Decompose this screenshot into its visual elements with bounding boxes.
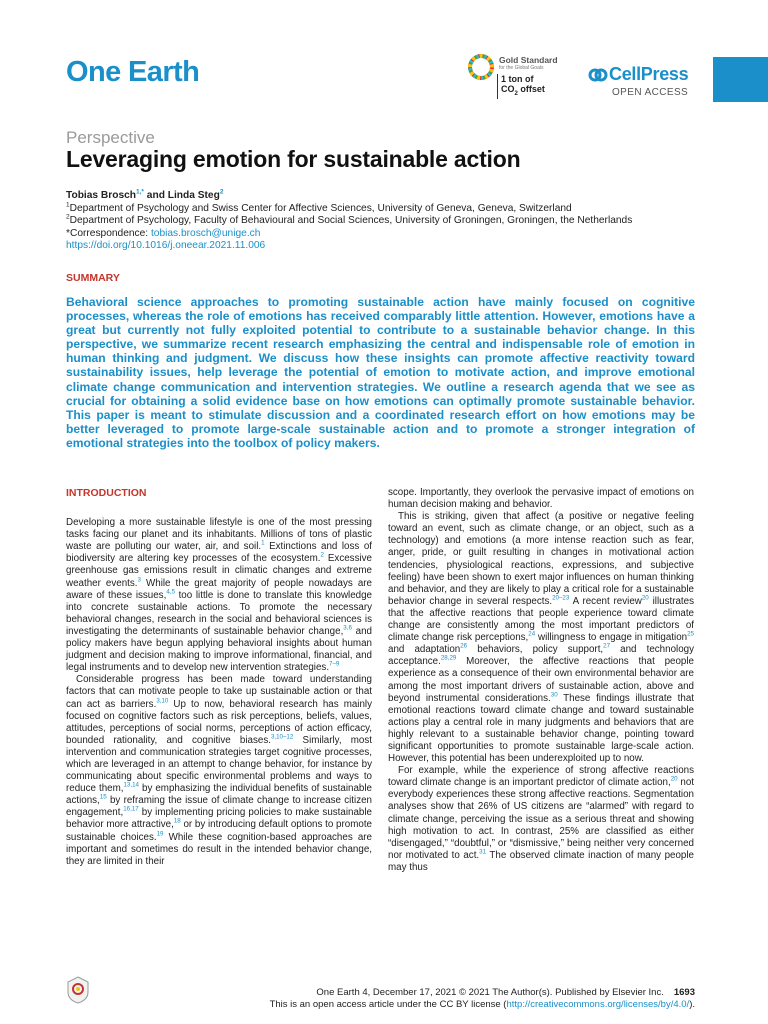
journal-title: One Earth <box>66 56 200 88</box>
introduction-heading: INTRODUCTION <box>66 487 147 499</box>
author-block <box>66 190 632 253</box>
cellpress-logo <box>588 64 708 104</box>
citation-ref[interactable]: 31 <box>479 848 487 856</box>
author-conjunction: and <box>143 190 168 201</box>
citation-ref[interactable]: 18 <box>173 818 181 826</box>
gold-standard-name: Gold Standard <box>499 55 558 65</box>
paragraph-text: For example, while the experience of strong affective reactions toward climate change is an important predictor of climate action, <box>388 765 694 789</box>
gold-standard-tagline: for the Global Goals <box>499 65 544 71</box>
offset-co: CO <box>501 84 515 94</box>
summary-heading: SUMMARY <box>66 272 120 284</box>
paragraph-text: Moreover, the affective reactions that people experience as a consequence of their own environmental behavior are among the most important drivers of sustainable action, above and beyond instrumental considerations. <box>388 656 694 704</box>
citation-ref[interactable]: 2 <box>320 552 324 560</box>
paragraph-text: scope. Importantly, they overlook the pervasive impact of emotions on human decision making and behavior. <box>388 487 694 511</box>
footer-line-1 <box>270 987 695 999</box>
cellpress-chain-icon <box>588 66 608 84</box>
paragraph-text: behaviors, policy support, <box>467 644 604 656</box>
right-column <box>388 487 694 874</box>
citation-ref[interactable]: 20 <box>641 594 649 602</box>
paragraph-text: too little is done to translate this knowledge into concrete sustainable actions. To promote the necessary behavioral changes, research in the social and behavioral sciences is investigating the determinants of sustainable behavior change, <box>66 589 372 637</box>
citation-ref[interactable]: 30 <box>550 691 558 699</box>
affiliation-2 <box>66 215 632 228</box>
offset-subscript: 2 <box>514 90 518 97</box>
doi-link[interactable]: https://doi.org/10.1016/j.oneear.2021.11.006 <box>66 240 266 251</box>
citation-ref[interactable]: 16,17 <box>123 806 139 814</box>
author-line <box>66 190 632 203</box>
citation-ref[interactable]: 15 <box>99 793 107 801</box>
paragraph-text: Similarly, most intervention and communication strategies target cognitive processes, which are leveraged in an attempt to change behavior, for instance by communicating about specific environmental problems and ways to reduce them, <box>66 734 372 795</box>
paragraph <box>388 765 694 874</box>
footer-line-2 <box>270 999 695 1011</box>
paragraph <box>66 674 372 868</box>
paragraph-text: willingness to engage in mitigation <box>535 632 688 644</box>
citation-ref[interactable]: 24 <box>528 630 536 638</box>
citation-ref[interactable]: 3,6 <box>343 624 352 632</box>
affiliation-1 <box>66 203 632 216</box>
paragraph-text: Extinctions and loss of biodiversity are altering key processes of the ecosystem. <box>66 541 372 565</box>
article-title: Leveraging emotion for sustainable action <box>66 146 521 172</box>
citation-ref[interactable]: 19 <box>156 830 164 838</box>
article-type: Perspective <box>66 128 155 147</box>
license-text-end: ). <box>689 998 695 1010</box>
paragraph-text: illustrates that the affective reactions that people experience toward climate change are consistently among the most important predictors of climate change risk perceptions, <box>388 595 694 644</box>
citation-ref[interactable]: 13,14 <box>123 781 139 789</box>
paragraph-text: This is striking, given that affect (a positive or negative feeling toward an event, such as climate change, or an object, such as a technology) and emotions (a more intense reaction such as fear, anger, pride, or guilt resulting in changes in motivational action tendencies, physiological reactions, expressions, and subjective feeling) have been shown to exert major influences on human thinking and behavior, and they are likely to play a critical role for a sustainable behavior change in several respects. <box>388 511 694 607</box>
citation-ref[interactable]: 1 <box>261 540 265 548</box>
correspondence-label: *Correspondence: <box>66 227 151 239</box>
author-affiliation-mark: 2 <box>219 188 224 196</box>
citation-ref[interactable]: 26 <box>460 642 468 650</box>
affiliation-mark: 1 <box>66 201 70 209</box>
citation-ref[interactable]: 4,5 <box>166 588 175 596</box>
publisher-name: CellPress <box>609 64 689 84</box>
paragraph-text: by emphasizing the individual benefits of sustainable actions, <box>66 783 372 807</box>
citation-ref[interactable]: 7–9 <box>329 660 340 668</box>
paragraph-text: While the great majority of people nowadays are aware of these issues, <box>66 577 372 601</box>
author-name: Linda Steg <box>167 190 220 201</box>
correspondence <box>66 228 632 241</box>
paragraph <box>388 511 694 765</box>
license-text: This is an open access article under the CC BY license ( <box>269 998 507 1010</box>
author-name: Tobias Brosch <box>66 190 137 201</box>
paragraph-text: and technology acceptance. <box>388 644 695 668</box>
paragraph-text: or by introducing default options to promote sustainable choices. <box>66 819 372 843</box>
paragraph-text: not everybody experiences these strong affective reactions. Segmentation analyses show that 26% of US citizens are “alarmed” with regard to climate change, perceiving the issue as a serious threat and showing high motivation to act. In contrast, 25% are classified as either “disengaged,” “doubtful,” or “dismissive,” being neither very concerned nor motivated to act. <box>388 777 694 861</box>
affiliation-text: Department of Psychology and Swiss Center for Affective Sciences, University of Geneva, Geneva, Switzerland <box>69 202 572 214</box>
paragraph-text: These findings illustrate that emotional reactions toward climate change and toward sustainable actions play a central role in many judgments and behaviors that are highly relevant to a sustainable behavior change, pointing toward significant opportunities to promote sustainable large-scale action. However, this potential has been underexploited up to now. <box>388 692 695 765</box>
offset-line1: 1 ton of <box>501 74 534 84</box>
paragraph-text: and adaptation <box>388 644 461 656</box>
citation-ref[interactable]: 20 <box>670 775 678 783</box>
paragraph-text: Up to now, behavioral research has mainly focused on cognitive factors such as risk perceptions, beliefs, values, attitudes, perceptions of social norms, perceptions of action efficacy, bounded rationality, and cognitive biases. <box>66 698 373 746</box>
author-affiliation-mark: 1,* <box>136 188 144 196</box>
paragraph-text: Developing a more sustainable lifestyle is one of the most pressing tasks facing our planet and its inhabitants. Millions of tons of plastic waste are polluting our water, air, and soil. <box>66 517 372 553</box>
citation-ref[interactable]: 25 <box>687 630 694 638</box>
citation-ref[interactable]: 3 <box>137 576 141 584</box>
sdg-wheel-icon <box>468 54 494 80</box>
affiliation-mark: 2 <box>66 213 70 221</box>
paragraph-text: The observed climate inaction of many people may thus <box>388 849 695 873</box>
journal-color-tab <box>713 57 768 102</box>
citation-ref[interactable]: 27 <box>603 642 611 650</box>
email-link[interactable]: tobias.brosch@unige.ch <box>150 227 261 239</box>
paragraph <box>388 487 694 511</box>
affiliation-text: Department of Psychology, Faculty of Behavioural and Social Sciences, University of Groningen, Groningen, the Netherlands <box>69 215 633 226</box>
open-access-label: OPEN ACCESS <box>612 87 689 98</box>
paragraph-text: Excessive greenhouse gas emissions result in climatic changes and extreme weather events. <box>66 553 372 589</box>
page-footer <box>270 987 695 1010</box>
citation-ref[interactable]: 3,10–12 <box>270 733 294 741</box>
paragraph-text: by implementing pricing policies to make sustainable behavior more attractive, <box>66 807 372 831</box>
page-number: 1693 <box>673 987 695 998</box>
co2-offset-label <box>497 74 545 99</box>
paragraph <box>66 517 372 674</box>
left-column <box>66 487 372 868</box>
paragraph-text: Considerable progress has been made toward understanding factors that can motivate people to take up sustainable action or that can act as barriers. <box>66 674 372 710</box>
paragraph-text: While these cognition-based approaches are important and sometimes do result in the intended behavior change, they are limited in their <box>66 831 372 867</box>
paragraph-text: A recent review <box>569 595 642 607</box>
license-link[interactable]: http://creativecommons.org/licenses/by/4.0/ <box>506 998 690 1010</box>
citation-line: One Earth 4, December 17, 2021 © 2021 The Author(s). Published by Elsevier Inc. <box>316 987 664 998</box>
paragraph-text: and policy makers have begun applying behavioral insights about human judgment and decision making to improve informational, financial, and legal instruments and to develop new intervention strategies. <box>66 625 372 674</box>
citation-ref[interactable]: 28,29 <box>440 655 457 663</box>
citation-ref[interactable]: 3,10 <box>156 697 169 705</box>
offset-tail: offset <box>517 84 545 94</box>
check-for-updates-icon[interactable] <box>66 976 90 1004</box>
citation-ref[interactable]: 20–23 <box>552 594 570 602</box>
paragraph-text: by reframing the issue of climate change to increase citizen engagement, <box>66 795 372 819</box>
summary-text: Behavioral science approaches to promoting sustainable action have mainly focused on cognitive processes, whereas the role of emotions has received comparably little attention. However, emotions have a great but currently not fully exploited potential to contribute to a sustainable behavior change. In this perspective, we summarize recent research emphasizing the central and indispensable role of emotion in human thinking and judgment. We discuss how these insights can promote affective reactivity toward sustainability issues, help leverage the potential of emotion to motivate action, and improve emotional climate change communication and intervention strategies. We outline a research agenda that we see as crucial for obtaining a solid evidence base on how emotions can optimally promote sustainable behavior. This paper is meant to stimulate discussion and a coordinated research effort on how emotions may be better leveraged to promote large-scale sustainable action and to promote a stronger integration of emotional strategies into the toolbox of policy makers. <box>66 295 695 450</box>
gold-standard-logo <box>468 54 578 104</box>
